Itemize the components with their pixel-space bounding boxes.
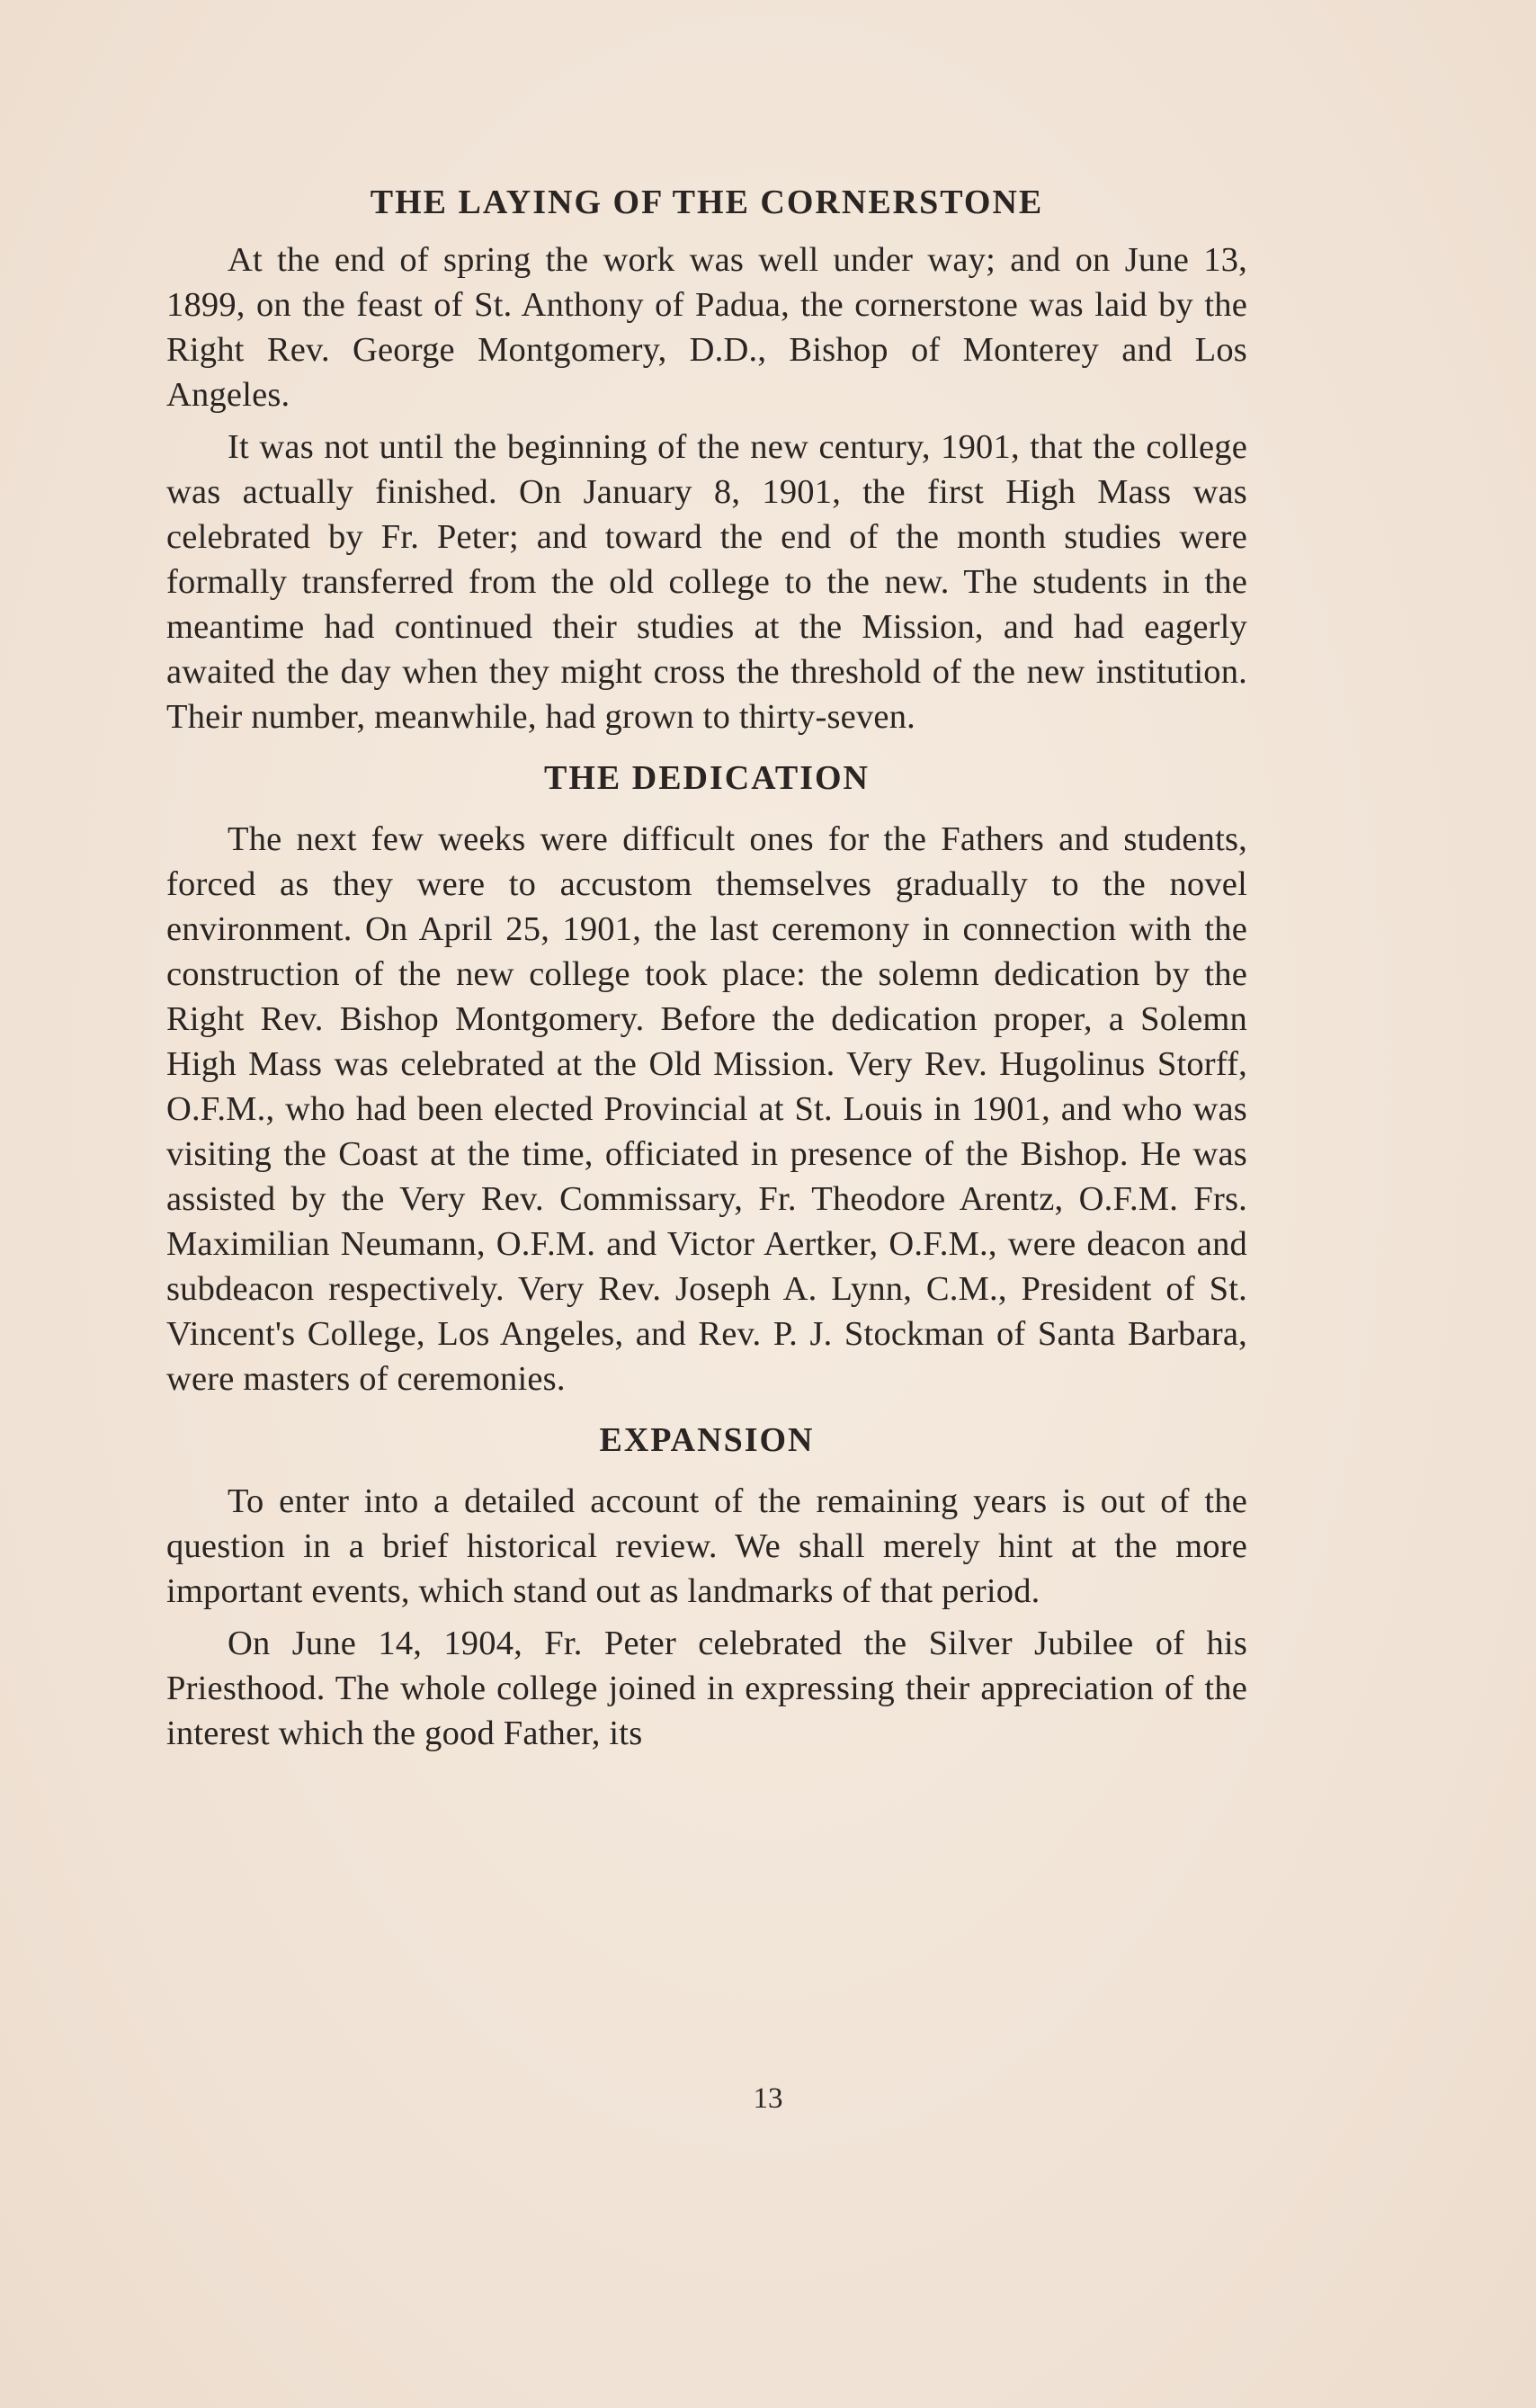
paragraph: It was not until the beginning of the new century, 1901, that the college was actually finished. On January 8, 1901, the first High Mass was celebrated by Fr. Peter; and toward the end of the month studies were formally transferred from the old college to the new. The students in the meantime had continued their studies at the Mission, and had eagerly awaited the day when they might cross the threshold of the new institution. Their number, meanwhile, had grown to thirty-seven.: [166, 428, 1247, 736]
paragraph: On June 14, 1904, Fr. Peter celebrated the Silver Jubilee of his Priesthood. The whole college joined in expressing their appreciation of the interest which the good Father, its: [166, 1625, 1247, 1752]
section-heading-dedication: THE DEDICATION: [544, 759, 870, 797]
page-text: [166, 180, 1247, 1756]
section-heading-expansion: EXPANSION: [599, 1421, 815, 1459]
paragraph: To enter into a detailed account of the remaining years is out of the question in a brief historical review. We shall merely hint at the more important events, which stand out as landmarks of that period.: [166, 1482, 1247, 1610]
page-number: 13: [753, 2082, 783, 2115]
paragraph: The next few weeks were difficult ones for the Fathers and students, forced as they were to accustom themselves gradually to the novel environment. On April 25, 1901, the last ceremony in connection with the construction of the new college took place: the solemn dedication by the Right Rev. Bishop Montgomery. Before the dedication proper, a Solemn High Mass was celebrated at the Old Mission. Very Rev. Hugolinus Storff, O.F.M., who had been elected Provincial at St. Louis in 1901, and who was visiting the Coast at the time, officiated in presence of the Bishop. He was assisted by the Very Rev. Commissary, Fr. Theodore Arentz, O.F.M. Frs. Maximilian Neumann, O.F.M. and Victor Aertker, O.F.M., were deacon and subdeacon respectively. Very Rev. Joseph A. Lynn, C.M., President of St. Vincent's College, Los Angeles, and Rev. P. J. Stockman of Santa Barbara, were masters of ceremonies.: [166, 820, 1247, 1398]
section-heading-cornerstone: THE LAYING OF THE CORNERSTONE: [370, 184, 1044, 221]
paragraph: At the end of spring the work was well under way; and on June 13, 1899, on the feast of St. Anthony of Padua, the cornerstone was laid by the Right Rev. George Montgomery, D.D., Bishop of Monterey and Los Angeles.: [166, 241, 1247, 414]
